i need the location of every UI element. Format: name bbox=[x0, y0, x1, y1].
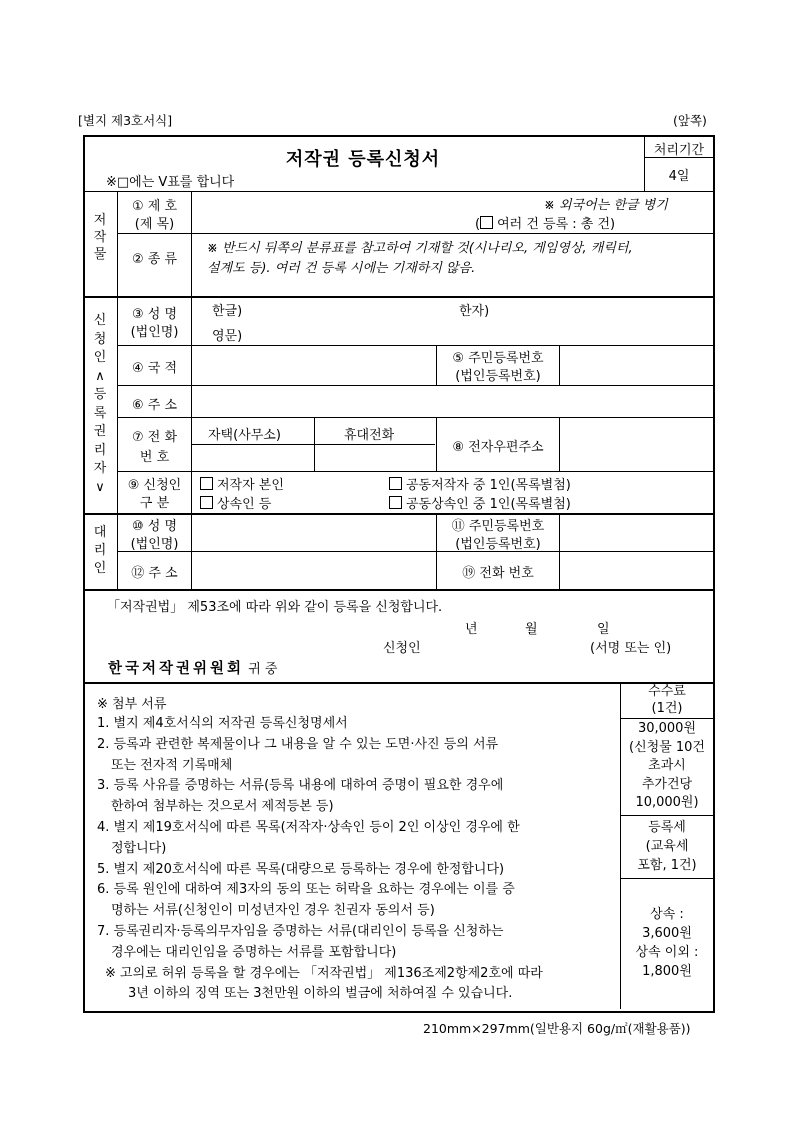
attachment-4b: 정합니다) bbox=[111, 840, 167, 856]
registration-tax: 등록세 (교육세 포함, 1건) bbox=[637, 820, 697, 873]
phone-label: ⑦ 전 화 bbox=[131, 430, 178, 445]
attachments-heading: ※ 첨부 서류 bbox=[97, 697, 167, 712]
fee-label: 수수료 (1건) bbox=[648, 684, 686, 716]
type-note-line2: 설계도 등). 여러 건 등록 시에는 기재하지 않음. bbox=[207, 261, 476, 276]
korean-name-label: 한글) bbox=[212, 304, 243, 319]
attachment-6: 6. 등록 원인에 대하여 제3자의 동의 또는 허락을 요하는 경우에는 이를 증 bbox=[97, 882, 515, 898]
attachments-list bbox=[97, 714, 520, 964]
applicant-type-sublabel: 구 분 bbox=[139, 496, 170, 511]
option-author-checkbox[interactable] bbox=[200, 477, 213, 490]
title-sublabel: (제 목) bbox=[134, 217, 175, 232]
attachment-5: 5. 별지 제20호서식에 따른 목록(대량으로 등록하는 경우에 한정합니다) bbox=[97, 861, 505, 877]
date-year: 년 bbox=[465, 622, 478, 637]
title-label: ① 제 호 bbox=[131, 199, 178, 214]
rrn-label: ⑤ 주민등록번호 bbox=[452, 351, 544, 366]
english-name-label: 영문) bbox=[212, 329, 243, 344]
multi-registration-note: ( 여러 건 등록 : 총 건) bbox=[475, 217, 616, 232]
applicant-section-label: 신 청 인 ∧ 등 록 권 리 자 ∨ bbox=[93, 313, 107, 495]
home-phone-label: 자택(사무소) bbox=[208, 428, 281, 443]
attachment-1: 1. 별지 제4호서식의 저작권 등록신청명세서 bbox=[97, 716, 348, 731]
declaration-text: 「저작권법」 제53조에 따라 위와 같이 등록을 신청합니다. bbox=[107, 600, 443, 615]
attachment-3b: 한하여 첨부하는 것으로서 제적등본 등) bbox=[111, 799, 334, 815]
attachment-2b: 또는 전자적 기록매체 bbox=[111, 757, 233, 773]
paper-spec: 210mm×297mm(일반용지 60g/㎡(재활용품)) bbox=[423, 1021, 691, 1036]
inheritance-fee: 상속 : 3,600원 상속 이외 : 1,800원 bbox=[635, 907, 699, 979]
multi-registration-checkbox[interactable] bbox=[480, 216, 493, 229]
processing-value: 4일 bbox=[668, 169, 690, 184]
processing-label: 처리기간 bbox=[653, 143, 705, 158]
agent-phone-label: ⑲ 전화 번호 bbox=[462, 566, 534, 581]
rrn-sublabel: (법인등록번호) bbox=[455, 369, 541, 384]
attachment-2: 2. 등록과 관련한 복제물이나 그 내용을 알 수 있는 도면·사진 등의 서류 bbox=[97, 736, 499, 752]
form-number: [별지 제3호서식] bbox=[78, 113, 173, 128]
applicant-type-label: ⑨ 신청인 bbox=[127, 478, 182, 493]
sign-note: (서명 또는 인) bbox=[590, 641, 672, 656]
agent-rrn-sublabel: (법인등록번호) bbox=[455, 537, 541, 552]
page-title: 저작권 등록신청서 bbox=[285, 149, 441, 170]
option-joint-author[interactable]: 공동저작자 중 1인(목록별첨) bbox=[389, 474, 571, 493]
option-joint-heir[interactable]: 공동상속인 중 1인(목록별첨) bbox=[389, 493, 571, 512]
type-note-line1: ※ 반드시 뒤쪽의 분류표를 참고하여 기재할 것(시나리오, 게임영상, 캐릭터, bbox=[207, 241, 633, 256]
attachment-6b: 명하는 서류(신청인이 미성년자인 경우 친권자 동의서 등) bbox=[111, 903, 435, 919]
option-heir[interactable]: 상속인 등 bbox=[200, 493, 271, 512]
agent-name-sublabel: (법인명) bbox=[130, 537, 179, 552]
hanja-name-label: 한자) bbox=[459, 304, 490, 319]
warning-line2: 3년 이하의 징역 또는 3천만원 이하의 벌금에 처하여질 수 있습니다. bbox=[128, 986, 513, 1001]
check-note: ※□에는 V표를 합니다 bbox=[106, 175, 235, 190]
name-label: ③ 성 명 bbox=[131, 307, 178, 322]
option-heir-checkbox[interactable] bbox=[200, 496, 213, 509]
applicant-sign-label: 신청인 bbox=[383, 641, 421, 656]
agent-section-label: 대 리 인 bbox=[93, 525, 107, 576]
option-joint-heir-checkbox[interactable] bbox=[389, 496, 402, 509]
email-label: ⑧ 전자우편주소 bbox=[452, 440, 544, 455]
agent-address-label: ⑫ 주 소 bbox=[131, 566, 178, 581]
type-label: ② 종 류 bbox=[131, 252, 178, 267]
option-joint-author-checkbox[interactable] bbox=[389, 477, 402, 490]
date-day: 일 bbox=[597, 622, 610, 637]
fee-amount: 30,000원 (신청물 10건 초과시 추가건당 10,000원) bbox=[629, 721, 705, 810]
attachment-4: 4. 별지 제19호서식에 따른 목록(저작자·상속인 등이 2인 이상인 경우에 한 bbox=[97, 819, 520, 835]
date-month: 월 bbox=[525, 622, 538, 637]
recipient: 한국저작권위원회 귀 중 bbox=[108, 661, 278, 677]
mobile-phone-label: 휴대전화 bbox=[344, 428, 395, 443]
agent-rrn-label: ⑪ 주민등록번호 bbox=[451, 519, 545, 534]
attachment-7: 7. 등록권리자·등록의무자임을 증명하는 서류(대리인이 등록을 신청하는 bbox=[97, 923, 504, 939]
attachment-7b: 경우에는 대리인임을 증명하는 서류를 포함합니다) bbox=[111, 944, 397, 960]
address-label: ⑥ 주 소 bbox=[131, 398, 178, 413]
option-author[interactable]: 저작자 본인 bbox=[200, 474, 284, 493]
name-sublabel: (법인명) bbox=[130, 325, 179, 340]
warning-line1: ※ 고의로 허위 등록을 할 경우에는 「저작권법」 제136조제2항제2호에 따라 bbox=[105, 966, 543, 981]
work-section-label: 저 작 물 bbox=[93, 213, 107, 262]
phone-sublabel: 번 호 bbox=[139, 450, 170, 465]
foreign-language-note: ※ 외국어는 한글 병기 bbox=[544, 198, 668, 213]
attachment-3: 3. 등록 사유를 증명하는 서류(등록 내용에 대하여 증명이 필요한 경우에 bbox=[97, 778, 504, 794]
agent-name-label: ⑩ 성 명 bbox=[131, 519, 178, 534]
page-side: (앞쪽) bbox=[673, 113, 707, 128]
nationality-label: ④ 국 적 bbox=[131, 361, 178, 376]
